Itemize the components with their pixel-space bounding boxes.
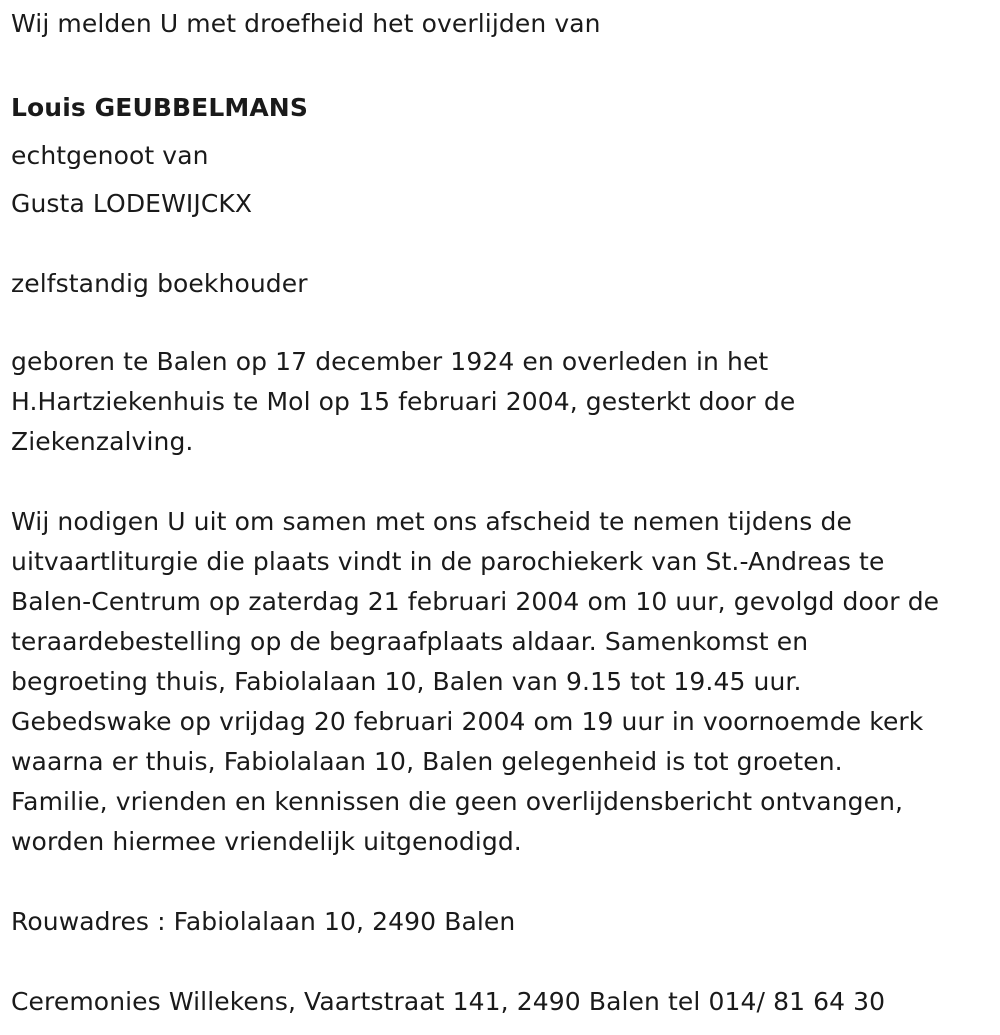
intro-text: Wij melden U met droefheid het overlijden van — [11, 9, 601, 38]
paragraph-line: Balen-Centrum op zaterdag 21 februari 2004 om 10 uur, gevolgd door de — [11, 587, 940, 616]
paragraph-line: Ziekenzalving. — [11, 427, 194, 456]
spacer — [11, 44, 991, 84]
occupation: zelfstandig boekhouder — [11, 269, 308, 298]
spouse-name: Gusta LODEWIJCKX — [11, 189, 253, 218]
paragraph-line: Gebedswake op vrijdag 20 februari 2004 om 19 uur in voornoemde kerk — [11, 707, 924, 736]
paragraph-line: Familie, vrienden en kennissen die geen overlijdensbericht ontvangen, — [11, 787, 904, 816]
spacer — [11, 304, 991, 342]
death-notice — [11, 4, 991, 1022]
spacer — [11, 942, 991, 982]
funeral-home: Ceremonies Willekens, Vaartstraat 141, 2490 Balen tel 014/ 81 64 30 — [11, 987, 886, 1016]
spacer — [11, 862, 991, 902]
mourning-address: Rouwadres : Fabiolalaan 10, 2490 Balen — [11, 907, 516, 936]
birth-death-paragraph — [11, 342, 991, 462]
spacer — [11, 228, 991, 264]
paragraph-line: geboren te Balen op 17 december 1924 en overleden in het — [11, 347, 769, 376]
deceased-name: Louis GEUBBELMANS — [11, 93, 308, 122]
paragraph-line: waarna er thuis, Fabiolalaan 10, Balen gelegenheid is tot groeten. — [11, 747, 843, 776]
ceremony-paragraph — [11, 502, 991, 862]
spouse-label: echtgenoot van — [11, 141, 209, 170]
paragraph-line: H.Hartziekenhuis te Mol op 15 februari 2004, gesterkt door de — [11, 387, 796, 416]
paragraph-line: Wij nodigen U uit om samen met ons afscheid te nemen tijdens de — [11, 507, 852, 536]
spacer — [11, 462, 991, 502]
paragraph-line: begroeting thuis, Fabiolalaan 10, Balen van 9.15 tot 19.45 uur. — [11, 667, 802, 696]
paragraph-line: teraardebestelling op de begraafplaats aldaar. Samenkomst en — [11, 627, 809, 656]
paragraph-line: uitvaartliturgie die plaats vindt in de parochiekerk van St.-Andreas te — [11, 547, 885, 576]
paragraph-line: worden hiermee vriendelijk uitgenodigd. — [11, 827, 522, 856]
